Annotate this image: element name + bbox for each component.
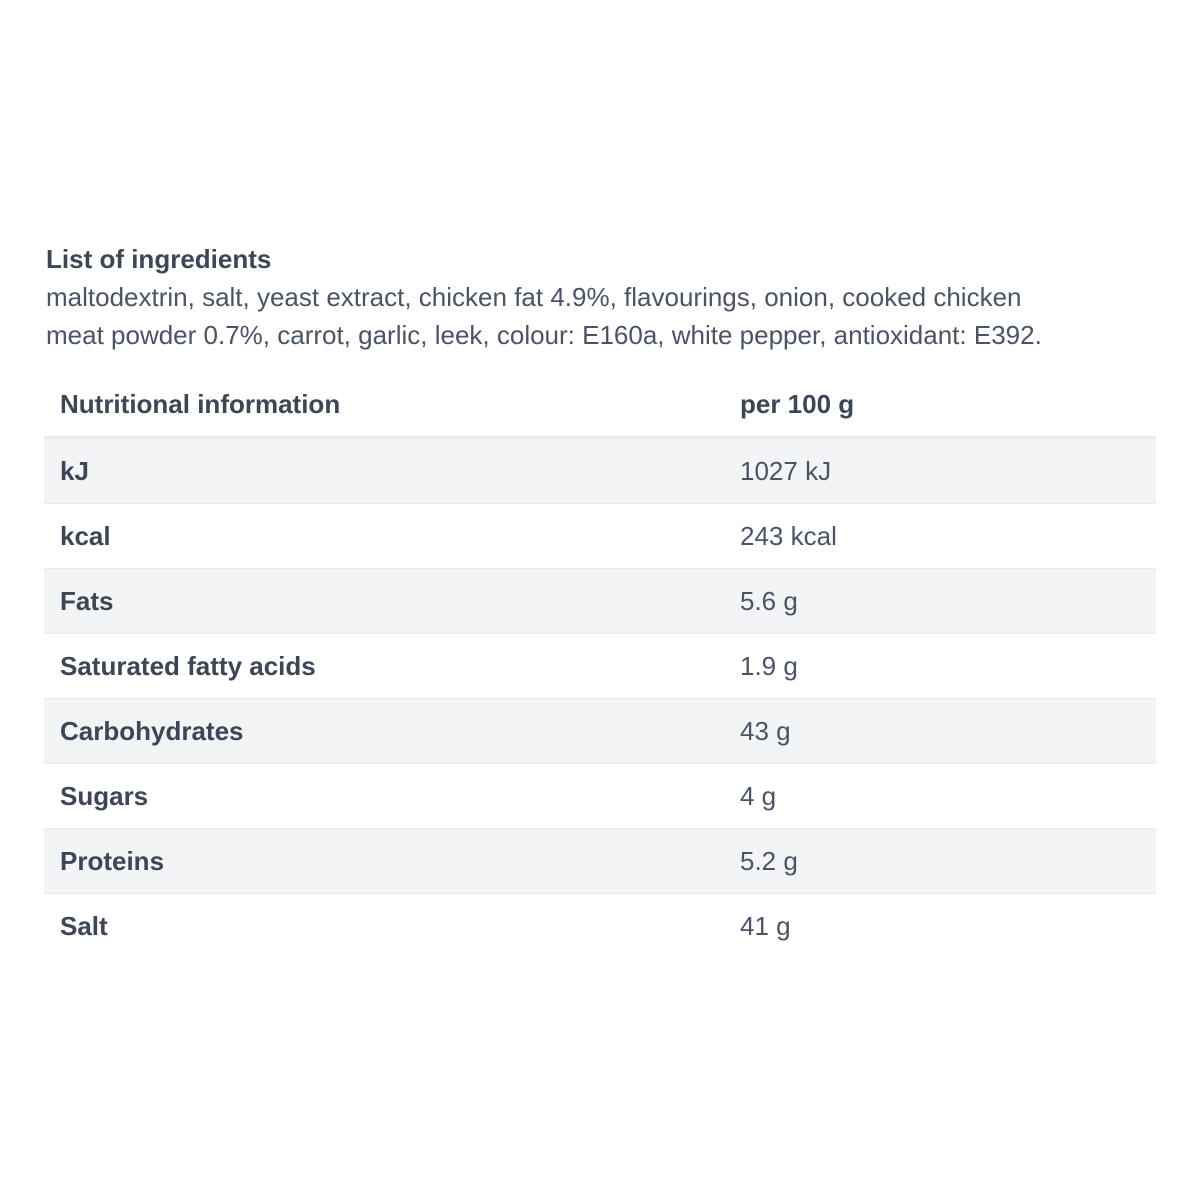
table-row xyxy=(44,764,1156,829)
table-row xyxy=(44,829,1156,894)
table-row xyxy=(44,438,1156,504)
nutrition-header-value: per 100 g xyxy=(724,372,1156,438)
nutrition-header-name: Nutritional information xyxy=(44,372,724,438)
ingredients-line-1: maltodextrin, salt, yeast extract, chicken fat 4.9%, flavourings, onion, cooked chicken xyxy=(46,282,1022,312)
nutrient-value: 41 g xyxy=(740,910,791,941)
nutrient-value: 1.9 g xyxy=(724,634,1156,699)
table-row xyxy=(44,504,1156,569)
nutrient-value: 243 kcal xyxy=(724,504,1156,569)
nutrient-value: 5.6 g xyxy=(724,569,1156,634)
nutrient-value: 1027 kJ xyxy=(724,438,1156,504)
nutrient-value: 5.2 g xyxy=(724,829,1156,894)
nutrient-value: 43 g xyxy=(724,699,1156,764)
ingredients-title: List of ingredients xyxy=(46,244,272,274)
nutrition-table xyxy=(44,372,1156,958)
ingredients-line-2: meat powder 0.7%, carrot, garlic, leek, colour: E160a, white pepper, antioxidant: E392. xyxy=(46,320,1042,350)
nutrition-header-row xyxy=(44,372,1156,438)
nutrient-name: kcal xyxy=(44,504,724,569)
nutrient-value: 4 g xyxy=(724,764,1156,829)
nutrient-name: Salt xyxy=(60,910,108,941)
table-row xyxy=(44,634,1156,699)
nutrient-name: Carbohydrates xyxy=(44,699,724,764)
table-row xyxy=(44,569,1156,634)
nutrient-name: kJ xyxy=(44,438,724,504)
nutrient-name: Fats xyxy=(44,569,724,634)
table-row xyxy=(44,699,1156,764)
table-row xyxy=(44,894,1156,959)
ingredients-section xyxy=(46,240,1156,354)
nutrient-name: Sugars xyxy=(44,764,724,829)
nutrient-name: Saturated fatty acids xyxy=(44,634,724,699)
nutrient-name: Proteins xyxy=(44,829,724,894)
